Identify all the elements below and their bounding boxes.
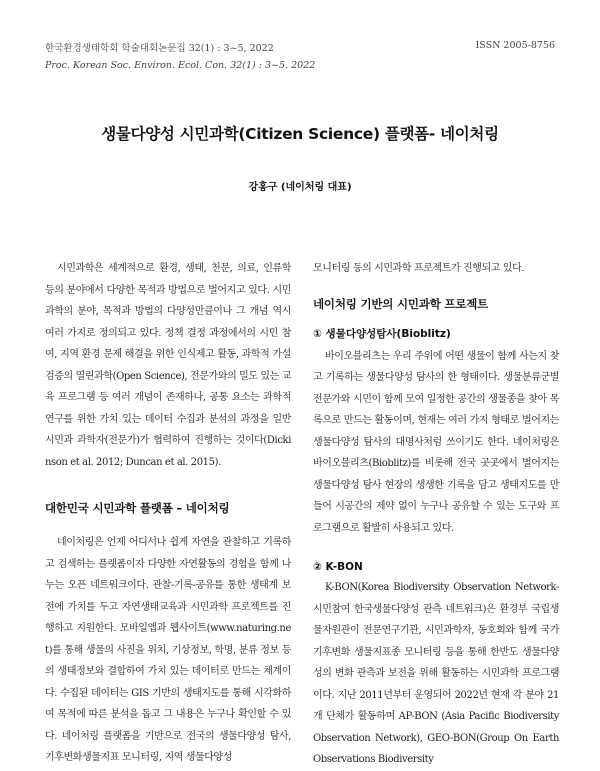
- right-column: [313, 258, 559, 771]
- left-column: [45, 258, 291, 769]
- author-line: 강홍구 (네이처링 대표): [248, 182, 352, 193]
- issn: ISSN 2005-8756: [475, 40, 555, 51]
- bioblitz-paragraph: 바이오블리츠는 우리 주위에 어떤 생물이 함께 사는지 찾고 기록하는 생물다양성 탐사의 한 형태이다. 생물분류군별 전문가와 시민이 함께 모여 일정한 공간의 생물종을 찾아 목록으로 만드는 활동이며, 현재는 여러 가지 형태로 벌어지는 생물다양성 탐사의 대명사처럼 쓰이기도 한다. 네이처링은 바이오블리츠(Bioblitz)를 비롯해 전국 곳곳에서 벌어지는 생물다양성 탐사 현장의 생생한 기록을 담고 생태지도를 만들어 시공간의 제약 없이 누구나 공유할 수 있는 도구와 프로그램으로 활발히 사용되고 있다.: [313, 350, 559, 534]
- section-heading-platform: 대한민국 시민과학 플랫폼 – 네이처링: [45, 501, 230, 515]
- kbon-paragraph: K-BON(Korea Biodiversity Observation Network-시민참여 한국생물다양성 관측 네트워크)은 환경부 국립생물자원관이 전문연구기관, 시민과학자, 동호회와 함께 국가 기후변화 생물지표종 모니터링 등을 통해 한반도 생물다양성의 변화 관측과 보전을 위해 활동하는 시민과학 프로그램이다. 지난 2011년부터 운영되어 2022년 현재 각 분야 21개 단체가 활동하며 AP-BON (Asia Pacific Biodiversity Observation Network), GEO-BON(Group On Earth Observations Biodiversity: [313, 582, 559, 765]
- subheading-bioblitz: ① 생물다양성탐사(Bioblitz): [313, 327, 451, 340]
- section-heading-projects: 네이처링 기반의 시민과학 프로젝트: [313, 296, 489, 311]
- journal-citation-ko: 한국환경생태학회 학술대회논문집 32(1) : 3~5, 2022: [45, 43, 274, 54]
- subheading-kbon: ② K-BON: [313, 561, 363, 573]
- intro-paragraph: 시민과학은 세계적으로 환경, 생태, 천문, 의료, 인류학 등의 분야에서 다양한 목적과 방법으로 벌어지고 있다. 시민과학의 분야, 목적과 방법의 다양성만큼이나 그 개념 역시 여러 가지로 정의되고 있다. 정책 결정 과정에서의 시민 참여, 지역 환경 문제 해결을 위한 인식제고 활동, 과학적 가설 검증의 열린과학(Open Science), 전문가와의 밀도 있는 교육 프로그램 등 여러 개념이 존재하나, 공통 요소는 과학적 연구를 위한 가치 있는 데이터 수집과 분석의 과정을 일반 시민과 과학자(전문가)가 협력하여 진행하는 것이다(Dickinson et al. 2012; Duncan et al. 2015).: [45, 263, 291, 468]
- platform-paragraph: 네이처링은 언제 어디서나 쉽게 자연을 관찰하고 기록하고 검색하는 플랫폼이자 다양한 자연활동의 경험을 함께 나누는 오픈 네트워크이다. 관찰-기록-공유를 통한 생태계 보전에 가치를 두고 자연생태교육과 시민과학 프로젝트를 진행하고 지원한다. 모바일앱과 웹사이트(www.naturing.net)를 통해 생물의 사진을 위치, 기상정보, 학명, 분류 정보 등의 생태정보와 결합하여 가치 있는 데이터로 만드는 체계이다. 수집된 데이터는 GIS 기반의 생태지도를 통해 시각화하여 목적에 따른 분석을 돕고 그 내용은 누구나 확인할 수 있다. 네이처링 플랫폼을 기반으로 전국의 생물다양성 탐사, 기후변화생물지표 모니터링, 지역 생물다양성: [45, 537, 291, 763]
- paper-title: 생물다양성 시민과학(Citizen Science) 플랫폼- 네이처링: [101, 125, 499, 143]
- journal-citation-en: Proc. Korean Soc. Environ. Ecol. Con. 32(1) : 3~5. 2022: [45, 60, 316, 71]
- continued-paragraph: 모니터링 등의 시민과학 프로젝트가 진행되고 있다.: [313, 263, 525, 274]
- running-header: [45, 40, 405, 74]
